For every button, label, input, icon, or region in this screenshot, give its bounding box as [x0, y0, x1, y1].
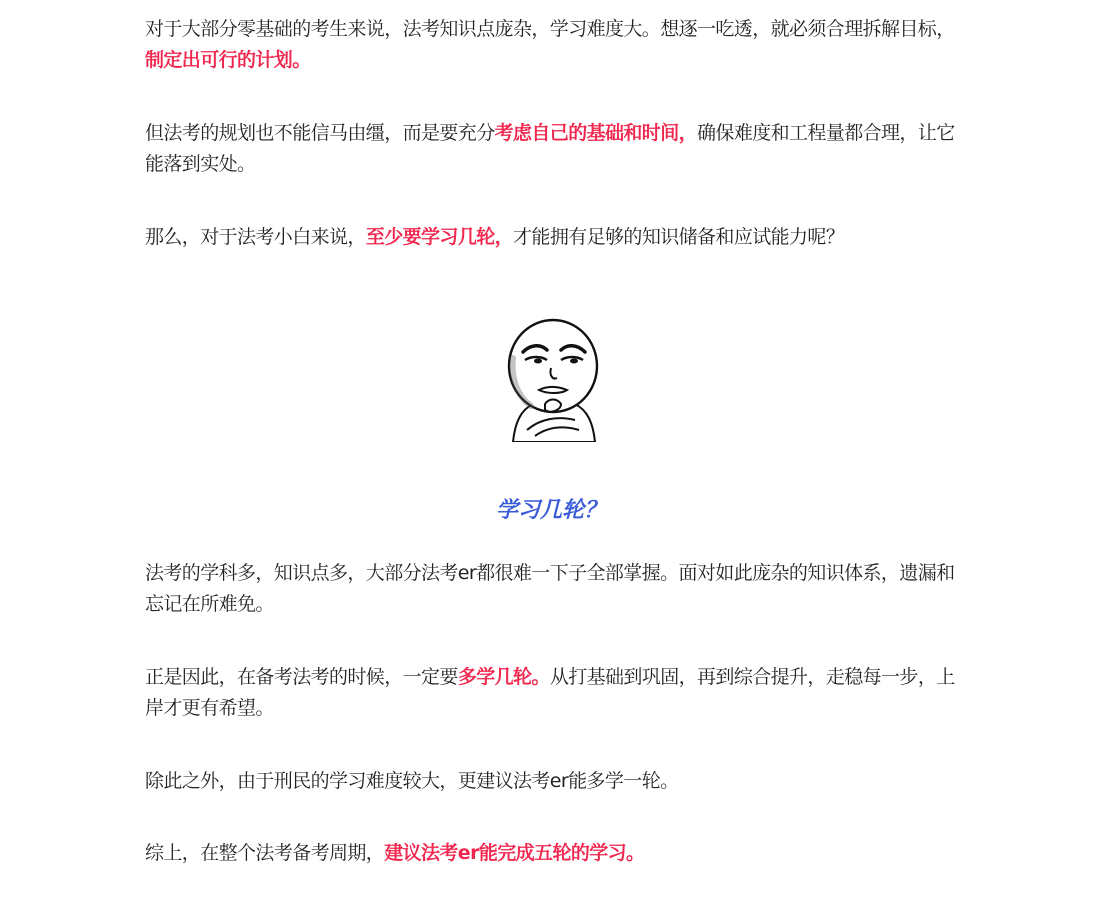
paragraph-text: 综上，在整个法考备考周期，: [145, 842, 385, 864]
highlighted-text: 多学几轮。: [457, 666, 550, 688]
highlighted-text: 建议法考er能完成五轮的学习。: [384, 842, 645, 864]
paragraph-1: [145, 14, 960, 76]
paragraph-text: 确保难度和工程量都合理，让它能落到实处。: [145, 122, 955, 175]
paragraph-4: [145, 558, 960, 620]
paragraph-text: 对于大部分零基础的考生来说，法考知识点庞杂，学习难度大。想逐一吃透，就必须合理拆解目标，: [145, 18, 955, 40]
paragraph-text: 正是因此，在备考法考的时候，一定要: [145, 666, 458, 688]
paragraph-text: 但法考的规划也不能信马由缰，而是要充分: [145, 122, 495, 144]
paragraph-5: [145, 662, 960, 724]
paragraph-text: 法考的学科多，知识点多，大部分法考er都很难一下子全部掌握。面对如此庞杂的知识体系，遗漏和忘记在所难免。: [145, 562, 955, 615]
highlighted-text: 至少要学习几轮，: [365, 226, 514, 248]
paragraph-text: 那么，对于法考小白来说，: [145, 226, 366, 248]
paragraph-6: [145, 766, 960, 797]
highlighted-text: 考虑自己的基础和时间，: [494, 122, 698, 144]
highlighted-text: 制定出可行的计划。: [145, 49, 311, 71]
thinking-meme-face-icon: [505, 318, 601, 442]
paragraph-text: 除此之外，由于刑民的学习难度较大，更建议法考er能多学一轮。: [145, 770, 679, 792]
paragraph-3: [145, 222, 960, 253]
paragraph-2: [145, 118, 960, 180]
paragraph-text: 从打基础到巩固，再到综合提升，走稳每一步，上岸才更有希望。: [145, 666, 955, 719]
section-heading: 学习几轮？: [495, 498, 606, 523]
paragraph-text: 才能拥有足够的知识储备和应试能力呢？: [513, 226, 845, 248]
paragraph-7: [145, 838, 960, 869]
